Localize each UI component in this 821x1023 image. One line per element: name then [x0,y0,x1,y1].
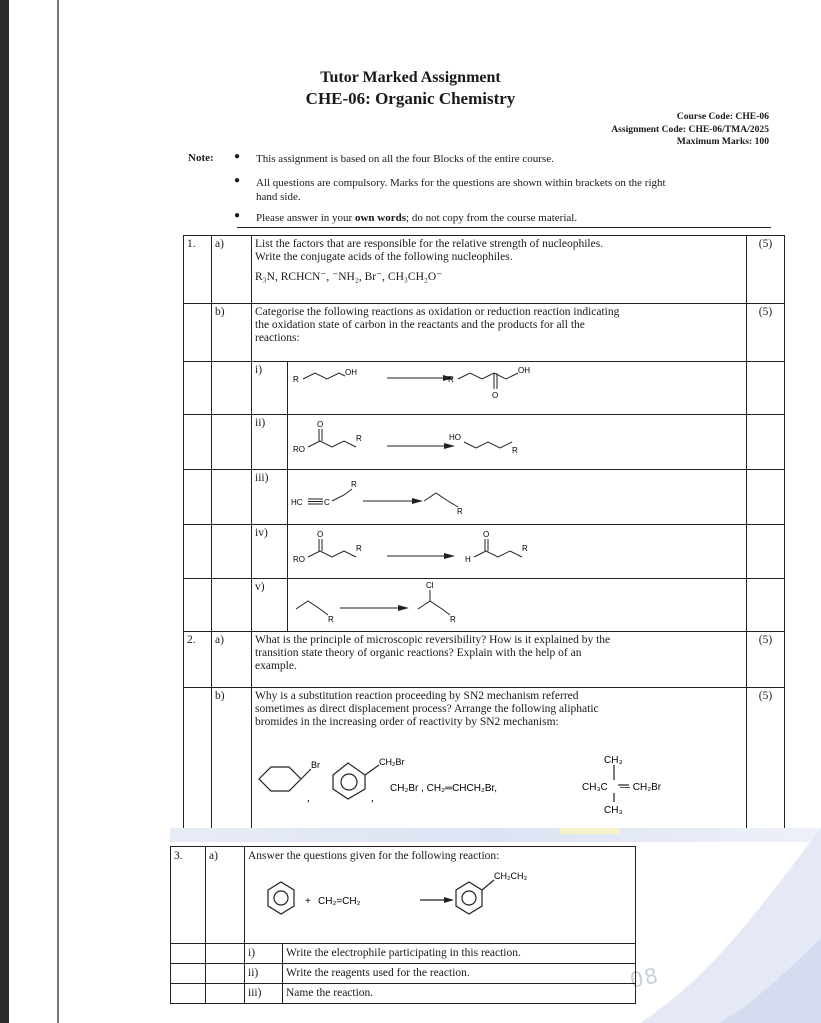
atom-label: O [483,530,490,539]
atom-label: Br [311,760,320,770]
table-row [184,632,785,688]
table-row [184,579,785,632]
atom-label: R [293,375,299,384]
question-text [252,304,747,362]
atom-label: R [450,615,456,624]
table-row [184,415,785,470]
atom-label: O [317,420,324,429]
question-3-table [170,846,636,1004]
sub-label: i) [245,944,283,964]
course-codes [611,111,769,149]
note-item-3-text: Please answer in your own words; do not copy from the course material. [256,212,578,224]
atom-label: R [448,375,454,384]
atom-label: O [317,530,324,539]
document-title: Tutor Marked Assignment [320,69,501,86]
reaction-i [288,362,747,415]
note-item-1: This assignment is based on all the four Blocks of the entire course. [256,153,554,165]
atom-label: R [328,615,334,624]
questions-table [183,235,785,848]
text-line: transition state theory of organic reactions? Explain with the help of an [255,647,582,659]
sub-label: ii) [245,964,283,984]
separator: , [307,792,310,804]
reaction-iv-structure [288,525,742,574]
text-line: the oxidation state of carbon in the reactants and the products for all the [255,319,585,331]
question-number: 2. [184,632,212,688]
question-text [252,688,747,848]
ethyl-label: CH₂CH₃ [494,871,528,881]
ethene-label: CH₂=CH₂ [318,896,361,907]
text-line: Answer the questions given for the following reaction: [248,850,500,862]
atom-label: RO [293,445,305,454]
table-row [171,847,636,944]
reaction-iv [288,525,747,579]
atom-label: CH₃C [582,782,608,793]
text-line: Write the conjugate acids of the following nucleophiles. [255,251,513,263]
note-label: Note: [188,152,214,164]
question-text [252,236,747,304]
atom-label: O [492,391,499,400]
part-label: a) [212,236,252,304]
atom-label: H [465,555,471,564]
table-row [171,984,636,1004]
table-row [184,688,785,848]
sub-label: iii) [245,984,283,1004]
reaction-iii [288,470,747,525]
text-line: Why is a substitution reaction proceeding by SN2 mechanism referred [255,690,579,702]
atom-label: CH₃ [604,755,623,766]
atom-label: HC [291,498,303,507]
marks: (5) [747,236,785,304]
page-edge [57,0,59,1023]
question-text [245,847,636,944]
atom-label: R [356,434,362,443]
note-rule [237,227,771,228]
part-label: a) [206,847,245,944]
part-label: b) [212,688,252,848]
reaction-iii-structure [288,470,742,520]
question-number: 3. [171,847,206,944]
atom-label: HO [449,433,461,442]
sub-label: v) [252,579,288,632]
sub-label: ii) [252,415,288,470]
atom-label: CH₃ [604,805,623,816]
text-line: List the factors that are responsible for the relative strength of nucleophiles. [255,238,604,250]
reaction-i-structure [288,362,742,410]
sub-question-text: Name the reaction. [283,984,636,1004]
bullet-icon: ● [234,210,241,221]
watermark: 08 [627,963,661,993]
text-line: sometimes as direct displacement process? Arrange the following aliphatic [255,703,599,715]
marks: (5) [747,688,785,848]
assignment-code: Assignment Code: CHE-06/TMA/2025 [611,123,769,135]
part-label: a) [212,632,252,688]
reaction-v [288,579,747,632]
sub-question-text: Write the reagents used for the reaction. [283,964,636,984]
sub-label: iv) [252,525,288,579]
atom-label: R [457,507,463,516]
table-row [184,362,785,415]
atom-label: CH₂Br [379,757,405,767]
table-row [184,470,785,525]
separator: , [371,792,374,804]
course-code: Course Code: CHE-06 [676,111,769,122]
atom-label: R [522,544,528,553]
sub-label: i) [252,362,288,415]
bromides-structures [255,735,755,835]
atom-label: — CH₂Br [620,782,662,793]
atom-label: C [324,498,330,507]
atom-label: OH [345,368,357,377]
note-item-3 [256,212,577,225]
part-label: b) [212,304,252,362]
friedel-crafts-structure [248,863,588,933]
text-line: bromides in the increasing order of reactivity by SN2 mechanism: [255,716,559,728]
plus-sign: + [305,896,311,907]
text-line: Categorise the following reactions as oxidation or reduction reaction indicating [255,306,620,318]
question-number: 1. [184,236,212,304]
table-row [171,964,636,984]
atom-label: R [356,544,362,553]
atom-label: R [512,446,518,455]
reaction-ii-structure [288,415,742,465]
question-3-section [170,828,821,1023]
marks: (5) [747,632,785,688]
bullet-icon: ● [234,175,241,186]
atom-label: OH [518,366,530,375]
marks: (5) [747,304,785,362]
note-item-2-cont: hand side. [256,191,301,203]
emphasis-text: own words [354,212,407,224]
note-item-2: All questions are compulsory. Marks for the questions are shown within brackets on the right [256,177,666,189]
table-row [184,236,785,304]
atom-label: Cl [426,581,434,590]
document-subtitle: CHE-06: Organic Chemistry [305,89,516,108]
reaction-v-structure [288,579,742,627]
text-line: reactions: [255,332,300,344]
bromide-list: CH₂Br , CH₂═CHCH₂Br, [390,783,498,794]
table-row [184,304,785,362]
bullet-icon: ● [234,151,241,162]
sub-label: iii) [252,470,288,525]
atom-label: RO [293,555,305,564]
maximum-marks: Maximum Marks: 100 [676,136,769,147]
atom-label: R [351,480,357,489]
text-line: What is the principle of microscopic reversibility? How is it explained by the [255,634,611,646]
nucleophile-list: R₃N, RCHCN⁻, ⁻NH₂, Br⁻, CH₃CH₂O⁻ [255,271,443,283]
table-row [184,525,785,579]
sub-question-text: Write the electrophile participating in this reaction. [283,944,636,964]
text-line: example. [255,660,297,672]
viewer-left-bar [0,0,9,1023]
question-text [252,632,747,688]
table-row [171,944,636,964]
reaction-ii [288,415,747,470]
